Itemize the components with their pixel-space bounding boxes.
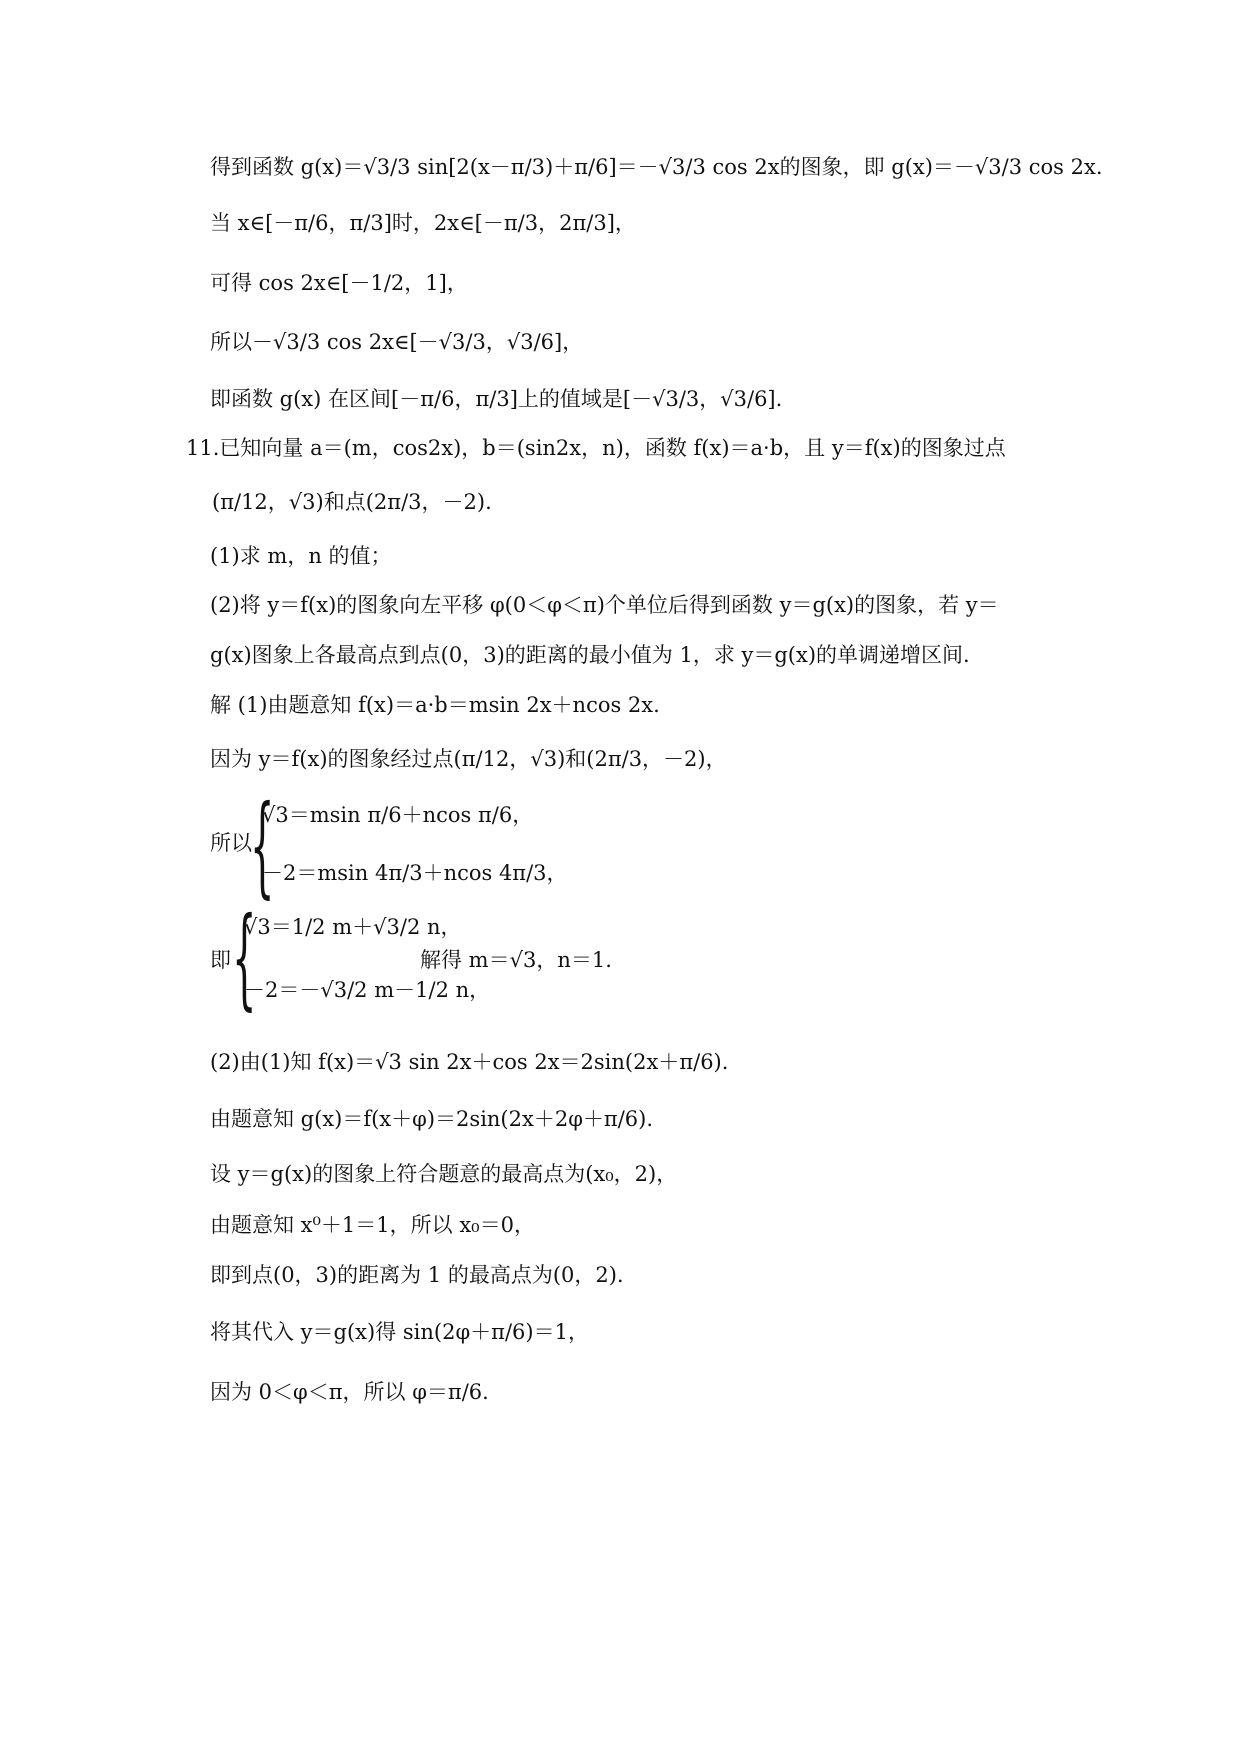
left-brace-icon: { xyxy=(250,781,275,909)
solution-line: 设 y＝g(x)的图象上符合题意的最高点为(x₀，2)， xyxy=(210,1162,678,1186)
left-brace-icon: { xyxy=(232,893,257,1021)
solution-result: 解得 m＝√3，n＝1. xyxy=(420,948,612,972)
system-row: －2＝msin 4π/3＋ncos 4π/3， xyxy=(262,861,568,885)
text-line: 得到函数 g(x)＝√3/3 sin[2(x－π/3)＋π/6]＝－√3/3 cos 2x的图象，即 g(x)＝－√3/3 cos 2x. xyxy=(210,155,1103,179)
solution-line: 由题意知 x⁰＋1＝1，所以 x₀＝0， xyxy=(210,1213,535,1237)
solution-line: 因为 0＜φ＜π，所以 φ＝π/6. xyxy=(210,1380,489,1404)
system-row: √3＝msin π/6＋ncos π/6， xyxy=(262,803,534,827)
solution-line: 因为 y＝f(x)的图象经过点(π/12，√3)和(2π/3，－2)， xyxy=(210,747,727,771)
solution-line: 即到点(0，3)的距离为 1 的最高点为(0，2). xyxy=(210,1263,624,1287)
solution-line: 将其代入 y＝g(x)得 sin(2φ＋π/6)＝1， xyxy=(210,1320,589,1344)
text-line: 当 x∈[－π/6，π/3]时，2x∈[－π/3，2π/3]， xyxy=(210,211,636,235)
solution-line: (2)由(1)知 f(x)＝√3 sin 2x＋cos 2x＝2sin(2x＋π/6). xyxy=(210,1050,729,1074)
solution-line: 解 (1)由题意知 f(x)＝a·b＝msin 2x＋ncos 2x. xyxy=(210,693,660,717)
question-11-part-1: (1)求 m，n 的值； xyxy=(210,544,392,568)
system-label: 所以 xyxy=(210,831,252,855)
question-11-part-2-cont: g(x)图象上各最高点到点(0，3)的距离的最小值为 1，求 y＝g(x)的单调递增区间. xyxy=(210,643,970,667)
system-label: 即 xyxy=(210,948,231,972)
solution-line: 由题意知 g(x)＝f(x＋φ)＝2sin(2x＋2φ＋π/6). xyxy=(210,1107,653,1131)
system-row: －2＝－√3/2 m－1/2 n， xyxy=(244,978,491,1002)
question-11-part-2: (2)将 y＝f(x)的图象向左平移 φ(0＜φ＜π)个单位后得到函数 y＝g(x)的图象，若 y＝ xyxy=(210,593,999,617)
system-row: √3＝1/2 m＋√3/2 n， xyxy=(244,915,462,939)
question-11-points: (π/12，√3)和点(2π/3，－2). xyxy=(212,490,492,514)
question-11-stem: 11.已知向量 a＝(m，cos2x)，b＝(sin2x，n)，函数 f(x)＝a·b，且 y＝f(x)的图象过点 xyxy=(186,436,1006,460)
text-line: 所以－√3/3 cos 2x∈[－√3/3，√3/6]， xyxy=(210,330,584,354)
text-line: 可得 cos 2x∈[－1/2，1]， xyxy=(210,271,468,295)
text-line: 即函数 g(x) 在区间[－π/6，π/3]上的值域是[－√3/3，√3/6]. xyxy=(210,387,783,411)
